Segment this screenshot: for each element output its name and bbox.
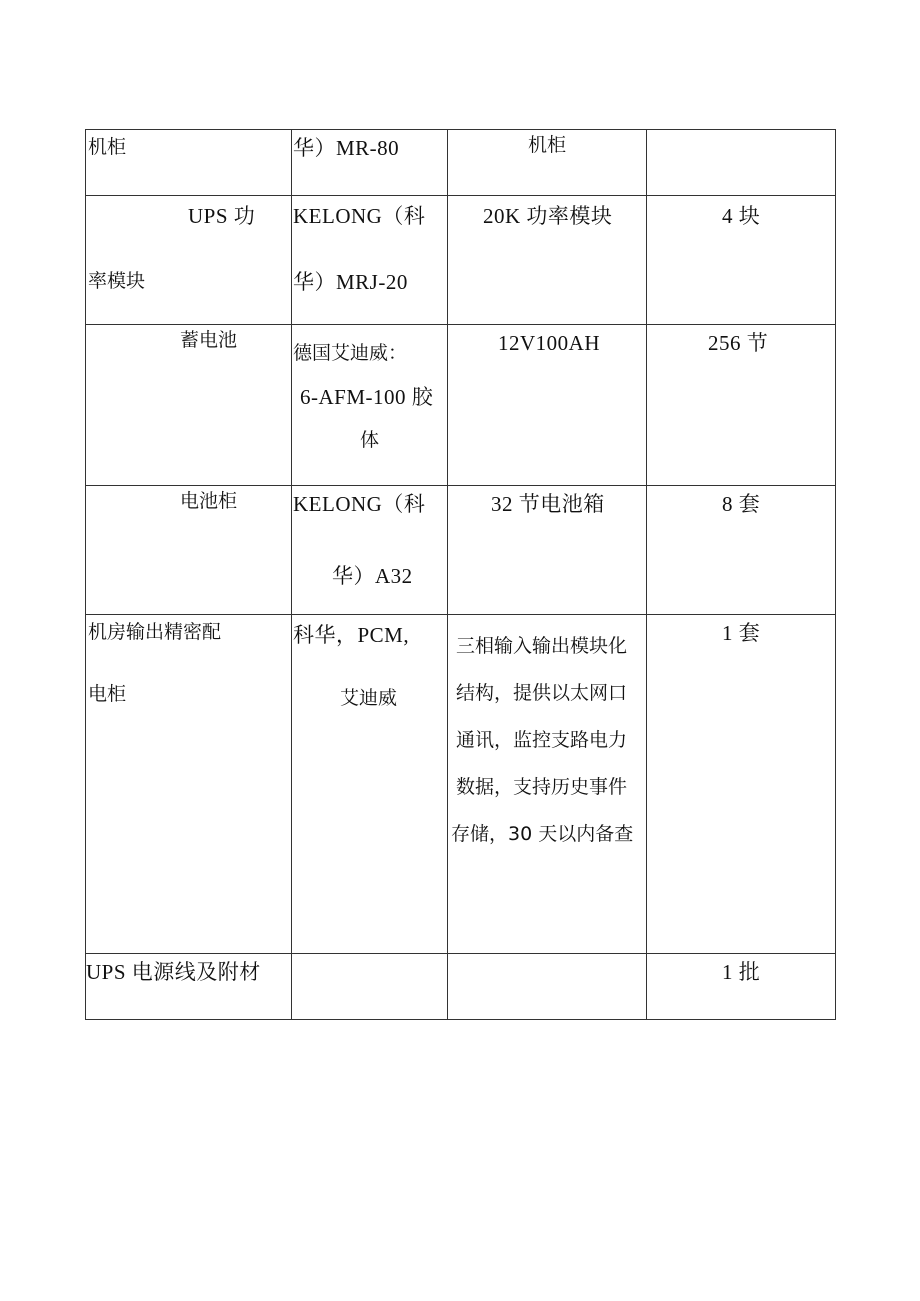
cell-text: 德国艾迪威：: [293, 342, 408, 364]
cell-text: 6-AFM-100 胶: [300, 385, 434, 409]
table-cell-name: [86, 325, 292, 486]
cell-text: 艾迪威: [340, 687, 398, 709]
cell-text: 8 套: [722, 492, 761, 516]
cell-text: 三相输入输出模块化: [456, 635, 628, 657]
table-cell-name: [86, 954, 292, 1020]
cell-text: 科华，PCM,: [293, 623, 410, 647]
cell-text: 体: [360, 429, 380, 451]
table-cell-name: [86, 615, 292, 954]
cell-text: 1 批: [722, 960, 761, 984]
table-cell-model: [292, 954, 448, 1020]
table-cell-spec: [448, 486, 647, 615]
table-cell-qty: [647, 130, 836, 196]
table-cell-model: [292, 325, 448, 486]
table-cell-model: [292, 196, 448, 325]
table-cell-qty: [647, 486, 836, 615]
cell-text: 电池柜: [180, 490, 238, 512]
table-cell-name: [86, 196, 292, 325]
table-cell-model: [292, 486, 448, 615]
table-cell-qty: [647, 196, 836, 325]
cell-text: UPS 电源线及附材: [86, 960, 261, 984]
cell-text: 电柜: [88, 683, 127, 705]
equipment-table: [85, 129, 836, 1020]
cell-text: KELONG（科: [293, 492, 426, 516]
cell-text: 通讯，监控支路电力: [456, 729, 628, 751]
cell-text: 华）MR-80: [293, 136, 400, 160]
table-cell-spec: [448, 954, 647, 1020]
cell-text: 20K 功率模块: [483, 204, 613, 228]
table-cell-name: [86, 486, 292, 615]
table-row: [86, 325, 836, 486]
table-row: [86, 196, 836, 325]
cell-text: 12V100AH: [498, 331, 600, 355]
cell-text: 32 节电池箱: [491, 492, 605, 516]
cell-text: 华）A32: [332, 564, 413, 588]
table-cell-spec: [448, 196, 647, 325]
table-cell-qty: [647, 325, 836, 486]
cell-text: UPS 功: [188, 204, 256, 228]
table-cell-spec: [448, 130, 647, 196]
table-cell-model: [292, 130, 448, 196]
cell-text: 蓄电池: [180, 329, 238, 351]
cell-text: KELONG（科: [293, 204, 426, 228]
cell-text: 机柜: [88, 136, 127, 158]
cell-text: 华）MRJ-20: [293, 270, 408, 294]
cell-text: 数据，支持历史事件: [456, 776, 628, 798]
table-row: [86, 130, 836, 196]
table-cell-model: [292, 615, 448, 954]
table-row: [86, 615, 836, 954]
cell-text: 结构，提供以太网口: [456, 682, 628, 704]
cell-text: 256 节: [708, 331, 769, 355]
cell-text: 存储，30 天以内备查: [451, 823, 634, 845]
table-row: [86, 486, 836, 615]
cell-text: 机柜: [528, 134, 567, 156]
table-row: [86, 954, 836, 1020]
table-cell-spec: [448, 615, 647, 954]
table-cell-spec: [448, 325, 647, 486]
table-cell-qty: [647, 954, 836, 1020]
cell-text: 机房输出精密配: [88, 621, 222, 643]
cell-text: 率模块: [88, 270, 146, 292]
table-cell-name: [86, 130, 292, 196]
table-cell-qty: [647, 615, 836, 954]
cell-text: 1 套: [722, 621, 761, 645]
cell-text: 4 块: [722, 204, 761, 228]
